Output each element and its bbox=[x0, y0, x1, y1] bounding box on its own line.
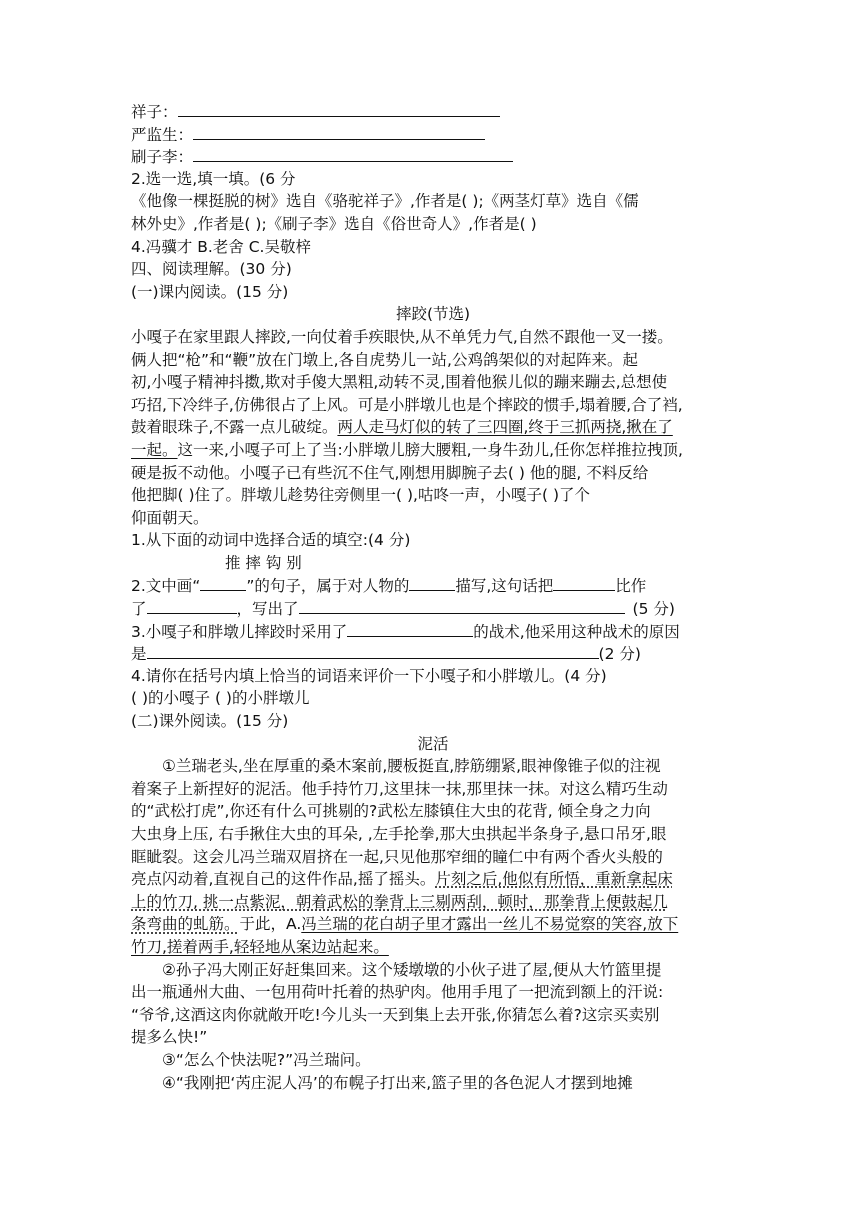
question-text: 《他像一棵挺脱的树》选自《骆驼祥子》,作者是( );《两茎灯草》选自《儒 bbox=[131, 192, 639, 211]
question-text: 是 bbox=[131, 645, 147, 664]
question-options: 4.冯骥才 B.老舍 C.吴敬梓 bbox=[131, 237, 311, 256]
passage-line bbox=[131, 439, 735, 462]
passage-title: 摔跤(节选) bbox=[395, 305, 471, 324]
question-2-cont bbox=[131, 597, 735, 620]
word-bank: 推 摔 钩 别 bbox=[225, 553, 302, 572]
question-text: 林外史》,作者是( );《刷子李》选自《俗世奇人》,作者是( ) bbox=[131, 214, 537, 233]
underlined-sentence: 竹刀,搓着两手,轻轻地从案边站起来。 bbox=[131, 937, 389, 956]
question-text: 描写,这句话把 bbox=[455, 577, 554, 596]
question-title: 2.选一选,填一填。(6 分 bbox=[131, 169, 296, 188]
question-4-answers: ( )的小嘎子 ( )的小胖墩儿 bbox=[131, 689, 310, 708]
passage-line: “爷爷,这酒这肉你就敞开吃!今儿头一天到集上去开张,你猜怎么着?这宗买卖别 bbox=[131, 1005, 660, 1024]
marked-sentence: 条弯曲的虬筋。 bbox=[131, 915, 240, 934]
passage-line: 巧招,下冷绊子,仿佛很占了上风。可是小胖墩儿也是个摔跤的惯手,塌着腰,合了裆, bbox=[131, 395, 683, 414]
passage-line: 硬是扳不动他。小嘎子已有些沉不住气,刚想用脚腕子去( ) 他的腿, 不料反给 bbox=[131, 463, 649, 482]
answer-line-yanjiansheng bbox=[131, 123, 735, 146]
item-label: 严监生： bbox=[131, 125, 194, 144]
underlined-sentence: 冯兰瑞的花白胡子里才露出一丝儿不易觉察的笑容,放下 bbox=[301, 915, 679, 934]
passage-body bbox=[131, 326, 735, 529]
question-text: 的战术,他采用这种战术的原因 bbox=[473, 622, 680, 641]
question-text: 了 bbox=[131, 600, 147, 619]
passage-text: 鼓着眼珠子,不露一点儿破绽。 bbox=[131, 418, 338, 437]
underlined-sentence: 一起。 bbox=[131, 440, 178, 459]
passage-text: 这一来,小嘎子可上了当:小胖墩儿膀大腰粗,一身牛劲儿,任你怎样推拉拽顶, bbox=[177, 440, 683, 459]
passage-line: 小嘎子在家里跟人摔跤,一向仗着手疾眼快,从不单凭力气,自然不跟他一叉一搂。 bbox=[131, 327, 673, 346]
answer-line-shuazili bbox=[131, 145, 735, 168]
passage-text: 于此，A. bbox=[239, 915, 302, 934]
question-title: 1.从下面的动词中选择合适的填空:(4 分) bbox=[131, 531, 411, 550]
answer-blank[interactable] bbox=[347, 620, 473, 637]
answer-blank[interactable] bbox=[200, 574, 246, 591]
passage-line: 的“武松打虎”,你还有什么可挑剔的?武松左膝镇住大虫的花背, 倾全身之力向 bbox=[131, 802, 651, 821]
passage-line bbox=[131, 868, 735, 891]
underlined-sentence: 两人走马灯似的转了三四圈,终于三抓两挠,揪在了 bbox=[337, 418, 673, 437]
passage-body bbox=[131, 755, 735, 1094]
passage-line: 大虫身上压, 右手揪住大虫的耳朵, ,左手抡拳,那大虫拱起半条身子,悬口吊牙,眼 bbox=[131, 825, 667, 843]
question-text: 3.小嘎子和胖墩儿摔跤时采用了 bbox=[131, 622, 348, 641]
passage-line: 提多么快!” bbox=[131, 1028, 208, 1047]
question-text: ，写出了 bbox=[236, 600, 299, 619]
passage-line: ①兰瑞老头,坐在厚重的桑木案前,腰板挺直,脖筋绷紧,眼神像锥子似的注视 bbox=[162, 757, 661, 776]
subsection-title: (一)课内阅读。(15 分) bbox=[131, 282, 289, 301]
answer-line-xiangzi bbox=[131, 100, 735, 123]
passage-line: ③“怎么个快法呢?”冯兰瑞问。 bbox=[162, 1050, 371, 1069]
answer-blank[interactable] bbox=[147, 597, 237, 614]
question-3 bbox=[131, 620, 735, 643]
question-score: (5 分) bbox=[632, 600, 675, 619]
item-label: 刷子李： bbox=[131, 148, 194, 167]
answer-blank[interactable] bbox=[193, 123, 485, 140]
passage-line bbox=[131, 416, 735, 439]
passage-line: 他把脚( )住了。胖墩儿趁势往旁侧里一( ),咕咚一声，小嘎子( )了个 bbox=[131, 486, 590, 505]
answer-blank[interactable] bbox=[193, 145, 513, 162]
passage-line: 俩人把“枪”和“鞭”放在门墩上,各自虎势儿一站,公鸡鸽架似的对起阵来。起 bbox=[131, 350, 638, 369]
marked-sentence: 上的竹刀, 挑一点紫泥，朝着武松的拳背上三剔两刮，顿时，那拳背上便鼓起几 bbox=[131, 892, 668, 911]
passage-line: 初,小嘎子精神抖擞,欺对手傻大黑粗,动转不灵,围着他猴儿似的蹦来蹦去,总想使 bbox=[131, 373, 668, 392]
answer-blank[interactable] bbox=[178, 100, 500, 117]
question-score: (2 分) bbox=[598, 645, 641, 664]
passage-title: 泥活 bbox=[417, 734, 449, 753]
question-3-cont bbox=[131, 642, 735, 665]
passage-line: ④“我刚把‘芮庄泥人冯’的布幌子打出来,篮子里的各色泥人才摆到地摊 bbox=[162, 1073, 633, 1092]
answer-blank[interactable] bbox=[553, 574, 615, 591]
section-title: 四、阅读理解。(30 分) bbox=[131, 260, 292, 279]
subsection-title: (二)课外阅读。(15 分) bbox=[131, 712, 289, 731]
answer-blank[interactable] bbox=[299, 597, 625, 614]
question-text: 比作 bbox=[615, 577, 647, 596]
answer-blank[interactable] bbox=[147, 642, 599, 659]
question-text: 2.文中画“ bbox=[131, 577, 201, 596]
passage-line bbox=[131, 913, 735, 936]
question-title: 4.请你在括号内填上恰当的词语来评价一下小嘎子和小胖墩儿。(4 分) bbox=[131, 666, 607, 685]
item-label: 祥子： bbox=[131, 103, 178, 121]
passage-line: 眶眦裂。这会儿冯兰瑞双眉挤在一起,只见他那窄细的瞳仁中有两个香火头般的 bbox=[131, 847, 663, 866]
passage-line: 仰面朝天。 bbox=[131, 508, 209, 527]
passage-line: 出一瓶通州大曲、一包用荷叶托着的热驴肉。他用手甩了一把流到额上的汗说: bbox=[131, 983, 664, 1002]
answer-blank[interactable] bbox=[409, 574, 455, 591]
passage-line bbox=[131, 936, 735, 959]
passage-line: ②孙子冯大刚正好赶集回来。这个矮墩墩的小伙子进了屋,便从大竹篮里提 bbox=[162, 960, 662, 979]
question-text: ”的句子，属于对人物的 bbox=[246, 577, 410, 596]
passage-text: 亮点闪动着,直视自己的这件作品,摇了摇头。 bbox=[131, 870, 436, 889]
question-2 bbox=[131, 574, 735, 597]
marked-sentence: 片刻之后,他似有所悟，重新拿起床 bbox=[435, 870, 673, 889]
passage-line: 着案子上新捏好的泥活。他手持竹刀,这里抹一抹,那里抹一抹。对这么精巧生动 bbox=[131, 779, 668, 798]
worksheet-page bbox=[131, 100, 735, 1094]
